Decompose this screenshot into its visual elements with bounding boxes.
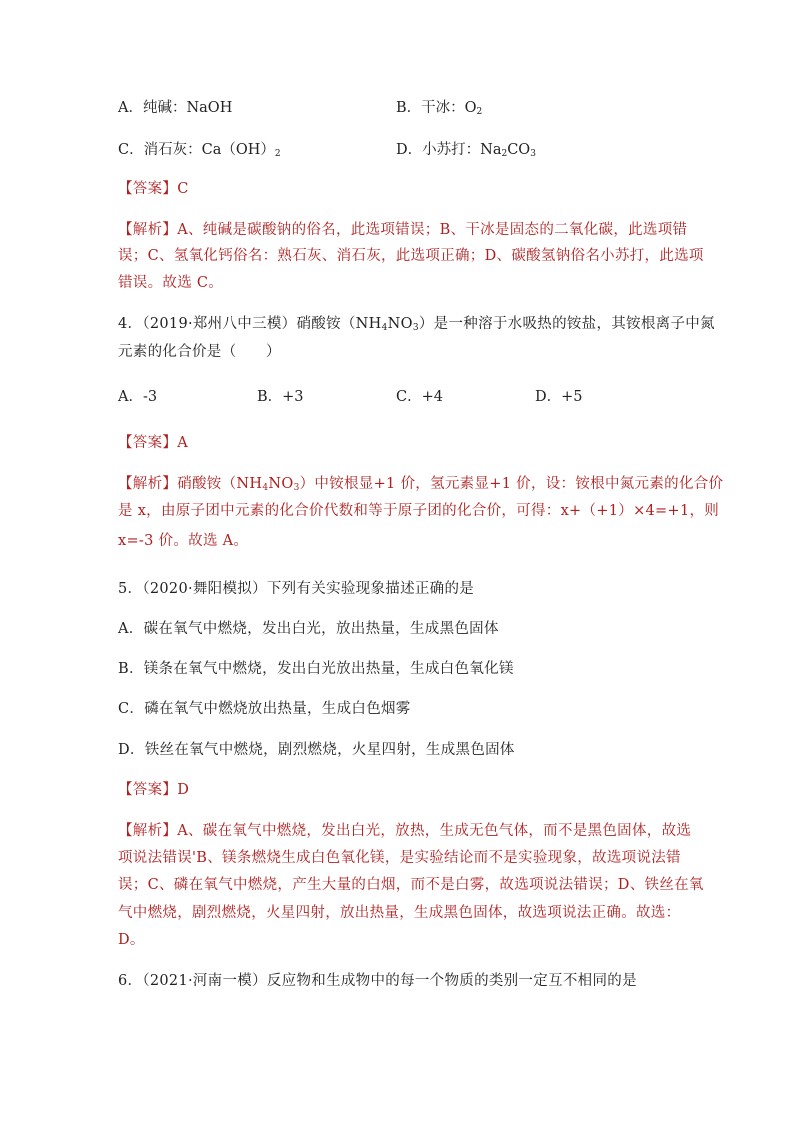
q5-stem: 5．（2020·舞阳模拟）下列有关实验现象描述正确的是 (118, 581, 475, 597)
q4-stem-line-2: 元素的化合价是（ ） (118, 344, 281, 360)
q5-analysis-line-1: 【解析】A、碳在氧气中燃烧，发出白光，放热，生成无色气体，而不是黑色固体，故选 (118, 823, 692, 839)
q4-option-d: D．+5 (535, 389, 583, 405)
q5-analysis-line-2: 项说法错误'B、镁条燃烧生成白色氧化镁，是实验结论而不是实验现象，故选项说法错 (118, 850, 681, 866)
q6-stem: 6．（2021·河南一模）反应物和生成物中的每一个物质的类别一定互不相同的是 (118, 973, 637, 989)
q4-option-b: B．+3 (257, 389, 304, 405)
q5-option-a: A．碳在氧气中燃烧，发出白光，放出热量，生成黑色固体 (118, 621, 499, 637)
q3-option-b: B．干冰：$O_2$ (396, 100, 483, 117)
q3-option-c: C．消石灰：$Ca(OH)_2$ (118, 142, 281, 159)
q5-option-c: C．磷在氧气中燃烧放出热量，生成白色烟雾 (118, 701, 411, 717)
q3-analysis-line-2: 误；C、氢氧化钙俗名：熟石灰、消石灰，此选项正确；D、碳酸氢钠俗名小苏打，此选项 (118, 248, 704, 264)
q5-option-b: B．镁条在氧气中燃烧，发出白光放出热量，生成白色氧化镁 (118, 661, 514, 677)
q3-answer: 【答案】C (118, 181, 189, 197)
q4-option-c: C．+4 (396, 389, 443, 405)
q5-analysis-line-4: 气中燃烧，剧烈燃烧，火星四射，放出热量，生成黑色固体，故选项说法正确。故选： (118, 905, 681, 921)
q3-option-d: D．小苏打：$Na_2CO_3$ (396, 142, 536, 159)
q3-option-a: A．纯碱：NaOH (118, 100, 233, 116)
q4-analysis-line-2: 是 x，由原子团中元素的化合价代数和等于原子团的化合价，可得：x+（+1）×4=+1，则 (118, 503, 720, 519)
q5-answer: 【答案】D (118, 782, 190, 798)
q4-answer: 【答案】A (118, 435, 188, 451)
q4-stem-line-1: 4．（2019·郑州八中三模）硝酸铵$(NH_4NO_3)$是一种溶于水吸热的铵盐，其铵根离子中氮 (118, 316, 715, 333)
q5-option-d: D．铁丝在氧气中燃烧，剧烈燃烧，火星四射，生成黑色固体 (118, 742, 515, 758)
q5-analysis-line-5: D。 (118, 932, 145, 948)
q4-analysis-line-3: x=-3 价。故选 A。 (118, 533, 249, 549)
q3-analysis-line-3: 错误。故选 C。 (118, 275, 224, 291)
q4-option-a: A．-3 (118, 389, 158, 405)
q3-analysis-line-1: 【解析】A、纯碱是碳酸钠的俗名，此选项错误；B、干冰是固态的二氧化碳，此选项错 (118, 222, 688, 238)
q4-analysis-line-1: 【解析】硝酸铵$(NH_4NO_3)$中铵根显+1 价，氢元素显+1 价，设：铵根中氮元素的化合价 (118, 476, 724, 493)
q5-analysis-line-3: 误；C、磷在氧气中燃烧，产生大量的白烟，而不是白雾，故选项说法错误；D、铁丝在氧 (118, 877, 704, 893)
